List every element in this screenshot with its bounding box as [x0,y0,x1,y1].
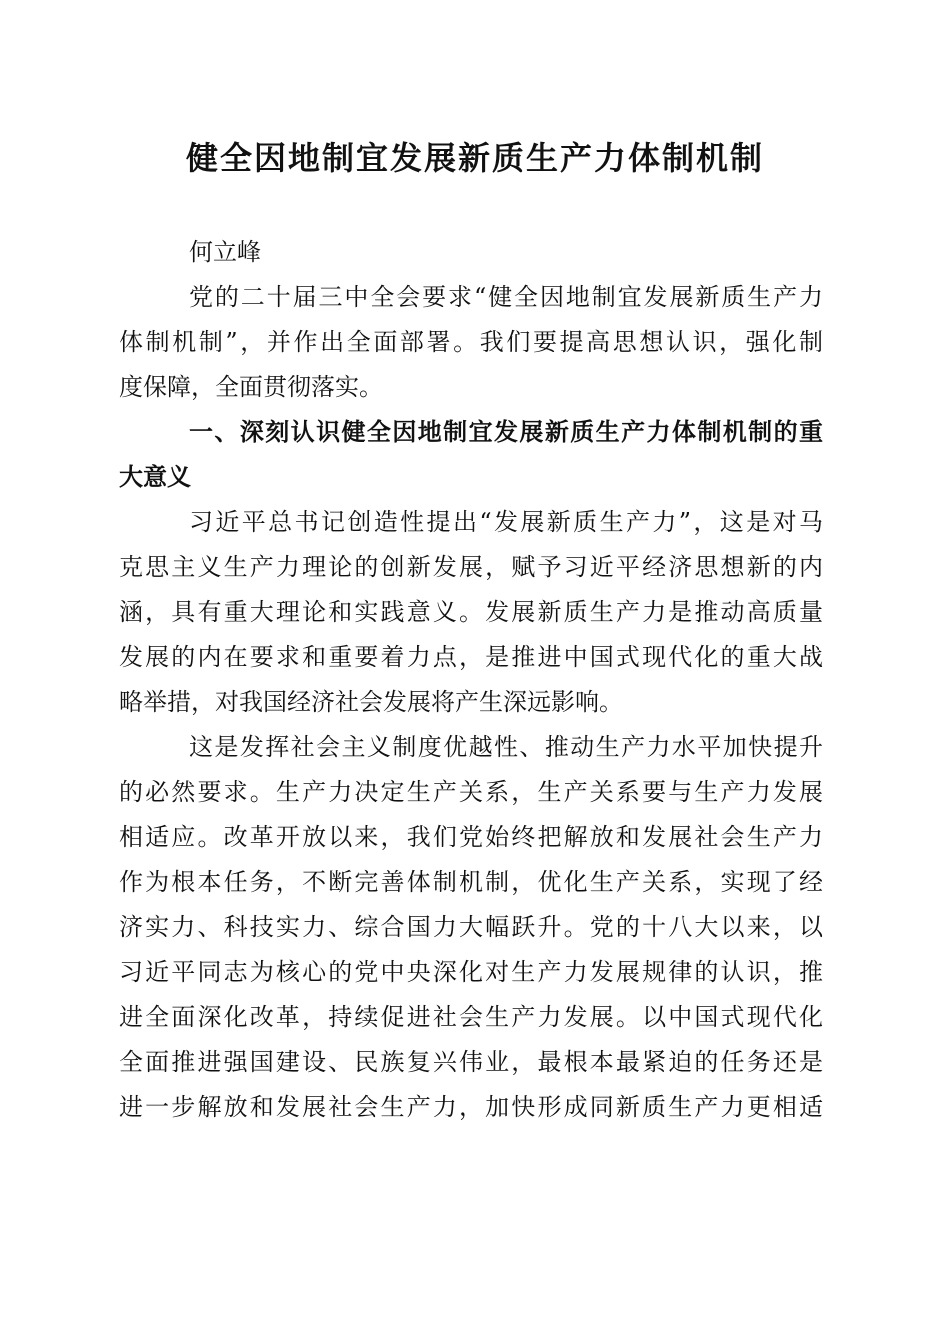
text-line: 略举措，对我国经济社会发展将产生深远影响。 [119,688,623,716]
text-line: 克思主义生产力理论的创新发展，赋予习近平经济思想新的内 [119,553,823,581]
text-line: 全面推进强国建设、民族复兴伟业，最根本最紧迫的任务还是 [119,1048,823,1076]
text-line: 进全面深化改革，持续促进社会生产力发展。以中国式现代化 [119,1003,823,1031]
text-line: 习近平总书记创造性提出“发展新质生产力”，这是对马 [189,508,823,536]
document-title: 健全因地制宜发展新质生产力体制机制 [185,139,764,177]
text-line: 度保障，全面贯彻落实。 [119,373,383,401]
text-line: 的必然要求。生产力决定生产关系，生产关系要与生产力发展 [119,778,823,806]
text-line: 济实力、科技实力、综合国力大幅跃升。党的十八大以来，以 [119,913,823,941]
section-heading [119,410,823,500]
text-line: 大意义 [119,463,191,491]
paragraph [119,500,823,725]
text-line: 涵，具有重大理论和实践意义。发展新质生产力是推动高质量 [119,598,823,626]
text-line: 体制机制”，并作出全面部署。我们要提高思想认识，强化制 [119,328,823,356]
text-line: 这是发挥社会主义制度优越性、推动生产力水平加快提升 [189,733,823,761]
paragraph [119,275,823,410]
author-name: 何立峰 [189,238,261,266]
text-line: 作为根本任务，不断完善体制机制，优化生产关系，实现了经 [119,868,823,896]
paragraphs [119,275,823,1130]
text-line: 进一步解放和发展社会生产力，加快形成同新质生产力更相适 [119,1093,823,1121]
text-line: 习近平同志为核心的党中央深化对生产力发展规律的认识，推 [119,958,823,986]
text-line: 发展的内在要求和重要着力点，是推进中国式现代化的重大战 [119,643,823,671]
text-line: 一、深刻认识健全因地制宜发展新质生产力体制机制的重 [189,418,823,446]
paragraph [119,725,823,1130]
text-line: 相适应。改革开放以来，我们党始终把解放和发展社会生产力 [119,823,823,851]
text-line: 党的二十届三中全会要求“健全因地制宜发展新质生产力 [189,283,823,311]
document-body [119,230,823,1130]
